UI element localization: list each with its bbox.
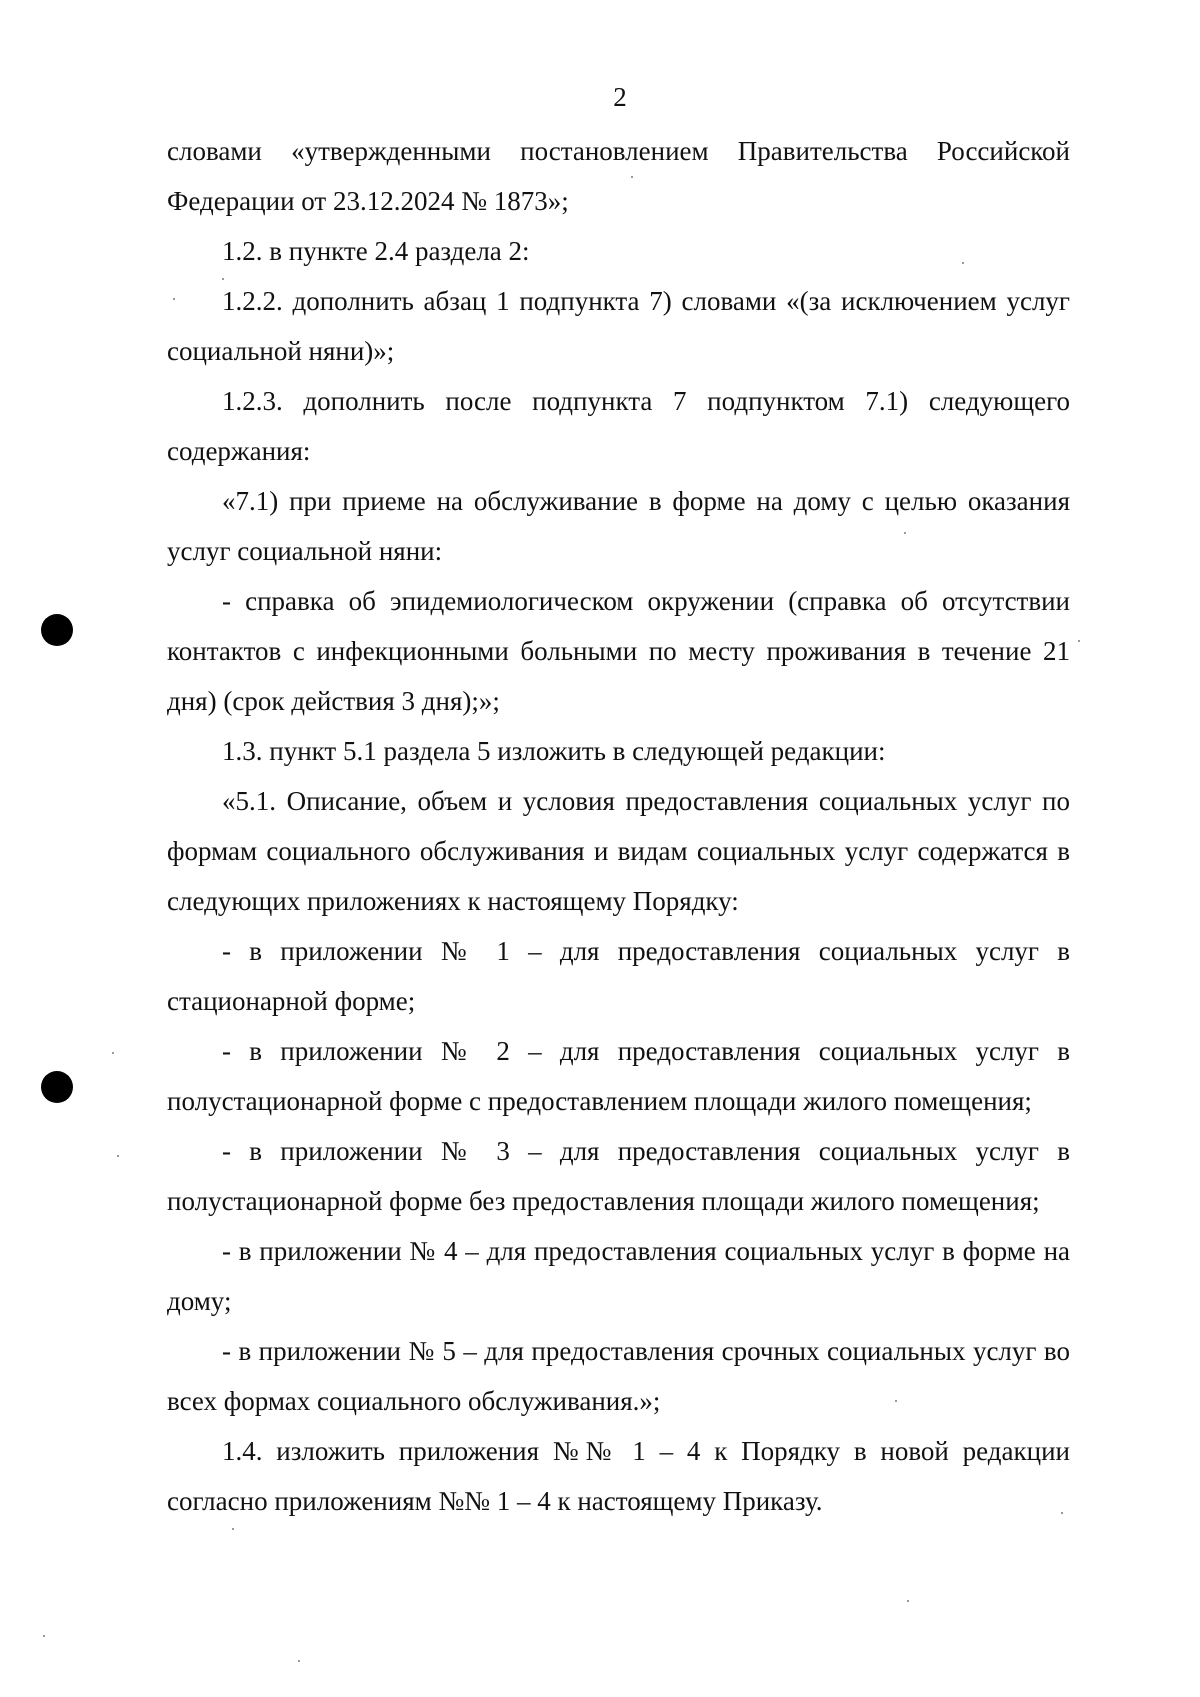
list-item-appendix-5: - в приложении № 5 – для предоставления срочных социальных услуг во всех формах социального обслуживания.»; bbox=[167, 1336, 1070, 1416]
scan-speck bbox=[112, 1052, 114, 1054]
list-item-appendix-4: - в приложении № 4 – для предоставления социальных услуг в форме на дому; bbox=[167, 1236, 1070, 1316]
list-item-appendix-3: - в приложении № 3 – для предоставления социальных услуг в полустационарной форме без предоставления площади жилого помещения; bbox=[167, 1136, 1070, 1216]
paragraph-certificate-item: - справка об эпидемиологическом окружении (справка об отсутствии контактов с инфекционными больными по месту проживания в течение 21 дня) (срок действия 3 дня);»; bbox=[167, 586, 1070, 716]
scan-speck bbox=[232, 1528, 234, 1530]
scan-speck bbox=[1078, 640, 1080, 642]
paragraph-item-1-2-2: 1.2.2. дополнить абзац 1 подпункта 7) словами «(за исключением услуг социальной няни)»; bbox=[167, 286, 1070, 366]
list-item-appendix-1: - в приложении № 1 – для предоставления социальных услуг в стационарной форме; bbox=[167, 936, 1070, 1016]
scan-speck bbox=[1061, 1512, 1063, 1514]
scan-speck bbox=[904, 532, 906, 534]
scan-speck bbox=[222, 278, 224, 280]
punch-hole-mark bbox=[41, 614, 73, 646]
list-item-appendix-2: - в приложении № 2 – для предоставления социальных услуг в полустационарной форме с предоставлением площади жилого помещения; bbox=[167, 1036, 1070, 1116]
scan-speck bbox=[298, 1660, 300, 1662]
paragraph-item-1-2-3: 1.2.3. дополнить после подпункта 7 подпунктом 7.1) следующего содержания: bbox=[167, 386, 1070, 466]
punch-hole-mark bbox=[41, 1071, 73, 1103]
paragraph-continuation: словами «утвержденными постановлением Правительства Российской Федерации от 23.12.2024 № 1873»; bbox=[167, 136, 1070, 216]
page-number: 2 bbox=[613, 82, 627, 112]
paragraph-item-1-4: 1.4. изложить приложения №№ 1 – 4 к Порядку в новой редакции согласно приложениям №№ 1 – 4 к настоящему Приказу. bbox=[167, 1436, 1070, 1516]
paragraph-quote-5-1: «5.1. Описание, объем и условия предоставления социальных услуг по формам социального обслуживания и видам социальных услуг содержатся в следующих приложениях к настоящему Порядку: bbox=[167, 786, 1070, 916]
scan-speck bbox=[173, 298, 175, 300]
scan-speck bbox=[43, 1635, 45, 1637]
paragraph-quote-7-1: «7.1) при приеме на обслуживание в форме на дому с целью оказания услуг социальной няни: bbox=[167, 486, 1070, 566]
scan-speck bbox=[907, 1600, 909, 1602]
document-body bbox=[167, 126, 1070, 1526]
paragraph-item-1-3: 1.3. пункт 5.1 раздела 5 изложить в следующей редакции: bbox=[222, 736, 886, 766]
scan-speck bbox=[631, 176, 633, 178]
scan-speck bbox=[895, 1400, 897, 1402]
scan-speck bbox=[117, 1155, 119, 1157]
paragraph-item-1-2: 1.2. в пункте 2.4 раздела 2: bbox=[222, 236, 530, 266]
scan-speck bbox=[962, 262, 964, 264]
